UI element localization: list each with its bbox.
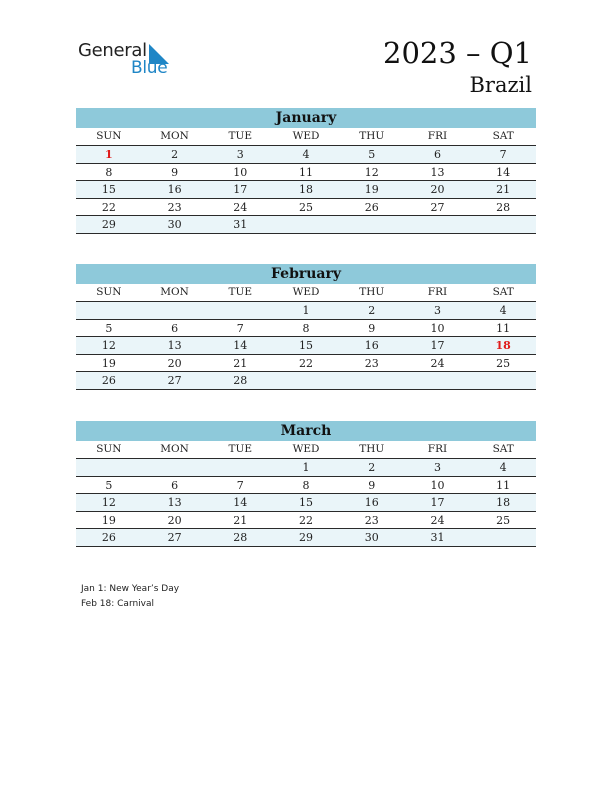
weekday-label: MON	[160, 443, 189, 455]
day-cell: 22	[299, 513, 314, 527]
day-cell: 10	[430, 321, 445, 335]
week-row	[76, 494, 536, 512]
weekday-label: FRI	[427, 130, 448, 142]
weekday-label: TUE	[228, 286, 253, 298]
day-cell: 19	[364, 183, 379, 196]
week-row	[76, 199, 536, 217]
day-cell: 31	[233, 218, 248, 231]
day-cell: 14	[496, 165, 511, 179]
day-cell: 20	[167, 356, 182, 370]
weekday-header-row	[76, 284, 536, 302]
day-cell: 8	[302, 478, 310, 492]
day-cell: 17	[430, 496, 445, 509]
day-cell: 29	[101, 218, 116, 231]
day-cell: 5	[105, 321, 113, 335]
day-cell: 28	[233, 374, 248, 387]
day-cell: 7	[236, 478, 244, 492]
day-cell: 15	[101, 183, 116, 196]
day-cell: 5	[368, 148, 376, 161]
week-row	[76, 477, 536, 495]
holiday-note: Jan 1: New Year’s Day	[81, 584, 180, 594]
week-row	[76, 355, 536, 373]
day-cell	[405, 216, 471, 233]
weekday-label: SUN	[96, 443, 122, 455]
holiday-note: Feb 18: Carnival	[81, 598, 155, 609]
day-cell: 7	[236, 321, 244, 335]
day-cell: 4	[499, 461, 507, 474]
day-cell: 2	[171, 148, 179, 161]
day-cell: 12	[364, 165, 379, 179]
weekday-label: SUN	[96, 286, 122, 298]
weekday-label: TUE	[228, 130, 253, 142]
day-cell: 21	[496, 183, 511, 196]
country-label: Brazil	[469, 73, 532, 97]
weekday-label: THU	[359, 286, 385, 298]
day-cell: 17	[430, 339, 445, 352]
day-cell: 14	[233, 496, 248, 509]
day-cell: 16	[364, 496, 379, 509]
day-cell: 22	[299, 356, 314, 370]
day-cell: 1	[302, 461, 310, 474]
day-cell: 7	[499, 148, 507, 161]
week-row	[76, 146, 536, 164]
day-cell	[207, 302, 273, 319]
day-cell: 6	[171, 478, 179, 492]
day-cell: 3	[433, 461, 441, 474]
day-cell: 22	[101, 200, 116, 214]
weekday-header-row	[76, 128, 536, 146]
weekday-label: SUN	[96, 130, 122, 142]
week-row	[76, 181, 536, 199]
day-cell	[142, 302, 208, 319]
weekday-label: WED	[292, 130, 320, 142]
day-cell: 17	[233, 183, 248, 196]
day-cell: 2	[368, 461, 376, 474]
weekday-label: MON	[160, 130, 189, 142]
day-cell: 25	[496, 513, 511, 527]
weekday-label: WED	[292, 286, 320, 298]
day-cell: 12	[101, 496, 116, 509]
day-cell: 8	[105, 165, 113, 179]
day-cell: 23	[167, 200, 182, 214]
day-cell: 2	[368, 304, 376, 317]
day-cell: 20	[430, 183, 445, 196]
day-cell: 21	[233, 513, 248, 527]
day-cell	[470, 529, 536, 546]
day-cell: 3	[433, 304, 441, 317]
day-cell: 4	[499, 304, 507, 317]
month-calendar-march	[76, 421, 536, 547]
day-cell: 9	[368, 478, 376, 492]
weekday-header-row	[76, 441, 536, 459]
page-title: 2023 – Q1	[383, 36, 532, 70]
day-cell: 28	[233, 531, 248, 544]
weekday-label: SAT	[492, 286, 514, 298]
brand-general-text: General	[78, 40, 147, 61]
day-cell: 15	[299, 496, 314, 509]
day-cell: 13	[430, 165, 445, 179]
day-cell	[339, 216, 405, 233]
day-cell: 29	[299, 531, 314, 544]
day-cell: 20	[167, 513, 182, 527]
brand-logo	[78, 40, 178, 80]
day-cell: 23	[364, 513, 379, 527]
day-cell: 23	[364, 356, 379, 370]
week-row	[76, 372, 536, 390]
week-row	[76, 216, 536, 234]
week-row	[76, 164, 536, 182]
holiday-day-cell: 1	[105, 148, 113, 161]
weekday-label: TUE	[228, 443, 253, 455]
day-cell	[142, 459, 208, 476]
day-cell: 24	[430, 513, 445, 527]
day-cell: 11	[299, 165, 314, 179]
day-cell	[339, 372, 405, 389]
day-cell: 26	[101, 531, 116, 544]
day-cell: 26	[101, 374, 116, 387]
month-calendar-january	[76, 108, 536, 234]
month-name: March	[76, 421, 536, 441]
day-cell: 25	[496, 356, 511, 370]
brand-blue-text: Blue	[131, 58, 168, 78]
day-cell: 27	[167, 374, 182, 387]
month-name: February	[76, 264, 536, 284]
holiday-notes	[81, 582, 179, 611]
weekday-label: WED	[292, 443, 320, 455]
day-cell: 24	[233, 200, 248, 214]
weekday-label: THU	[359, 443, 385, 455]
day-cell: 9	[171, 165, 179, 179]
day-cell: 14	[233, 339, 248, 352]
day-cell: 4	[302, 148, 310, 161]
day-cell: 6	[171, 321, 179, 335]
day-cell: 3	[236, 148, 244, 161]
day-cell: 13	[167, 496, 182, 509]
day-cell: 26	[364, 200, 379, 214]
day-cell	[76, 459, 142, 476]
day-cell	[207, 459, 273, 476]
day-cell: 19	[101, 356, 116, 370]
day-cell	[470, 216, 536, 233]
day-cell: 11	[496, 321, 511, 335]
day-cell: 28	[496, 200, 511, 214]
weekday-label: SAT	[492, 130, 514, 142]
day-cell: 13	[167, 339, 182, 352]
day-cell: 24	[430, 356, 445, 370]
day-cell: 16	[364, 339, 379, 352]
day-cell: 18	[496, 496, 511, 509]
day-cell: 30	[364, 531, 379, 544]
day-cell: 16	[167, 183, 182, 196]
day-cell: 15	[299, 339, 314, 352]
day-cell	[76, 302, 142, 319]
day-cell: 12	[101, 339, 116, 352]
week-row	[76, 320, 536, 338]
day-cell	[405, 372, 471, 389]
weekday-label: FRI	[427, 443, 448, 455]
weekday-label: THU	[359, 130, 385, 142]
day-cell: 25	[299, 200, 314, 214]
day-cell	[470, 372, 536, 389]
week-row	[76, 512, 536, 530]
day-cell: 18	[299, 183, 314, 196]
day-cell: 19	[101, 513, 116, 527]
weekday-label: MON	[160, 286, 189, 298]
day-cell: 27	[167, 531, 182, 544]
day-cell: 21	[233, 356, 248, 370]
day-cell: 10	[233, 165, 248, 179]
day-cell: 10	[430, 478, 445, 492]
day-cell: 6	[433, 148, 441, 161]
month-name: January	[76, 108, 536, 128]
holiday-day-cell: 18	[495, 339, 511, 352]
day-cell	[273, 372, 339, 389]
week-row	[76, 459, 536, 477]
day-cell: 1	[302, 304, 310, 317]
week-row	[76, 337, 536, 355]
day-cell: 8	[302, 321, 310, 335]
day-cell: 5	[105, 478, 113, 492]
day-cell: 27	[430, 200, 445, 214]
week-row	[76, 302, 536, 320]
day-cell: 31	[430, 531, 445, 544]
day-cell: 30	[167, 218, 182, 231]
month-calendar-february	[76, 264, 536, 390]
day-cell	[273, 216, 339, 233]
weekday-label: FRI	[427, 286, 448, 298]
weekday-label: SAT	[492, 443, 514, 455]
day-cell: 9	[368, 321, 376, 335]
day-cell: 11	[496, 478, 511, 492]
week-row	[76, 529, 536, 547]
